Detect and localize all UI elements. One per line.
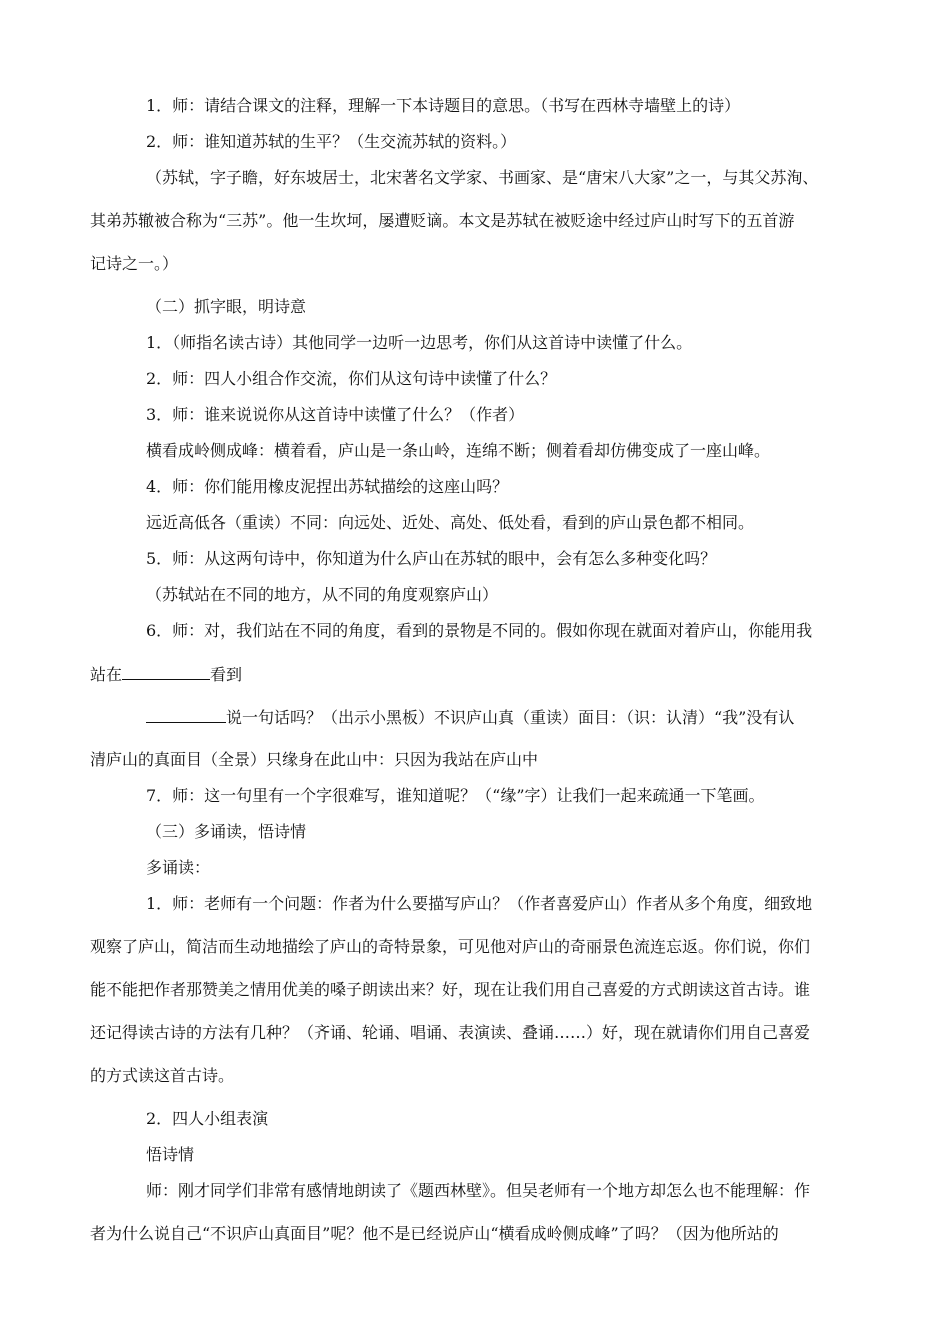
- paragraph-line: 2．师：四人小组合作交流，你们从这句诗中读懂了什么？: [146, 369, 557, 388]
- paragraph-line: 能不能把作者那赞美之情用优美的嗓子朗读出来？好，现在让我们用自己喜爱的方式朗读这首古诗。谁: [90, 980, 811, 999]
- paragraph-line: 1．（师指名读古诗）其他同学一边听一边思考，你们从这首诗中读懂了什么。: [146, 333, 693, 352]
- paragraph-line: 其弟苏辙被合称为“三苏”。他一生坎坷，屡遭贬谪。本文是苏轼在被贬途中经过庐山时写下的五首游: [90, 211, 795, 230]
- fill-in-line: [90, 707, 860, 727]
- paragraph-line: 2．四人小组表演: [146, 1109, 269, 1128]
- paragraph-line: 师：刚才同学们非常有感情地朗读了《题西林壁》。但吴老师有一个地方却怎么也不能理解：作: [146, 1181, 811, 1200]
- paragraph-line: 清庐山的真面目（全景）只缘身在此山中：只因为我站在庐山中: [90, 750, 539, 769]
- paragraph-line: 6．师：对，我们站在不同的角度，看到的景物是不同的。假如你现在就面对着庐山，你能用我: [146, 621, 813, 640]
- paragraph-line: 4．师：你们能用橡皮泥捏出苏轼描绘的这座山吗？: [146, 477, 509, 496]
- paragraph-line: 1．师：老师有一个问题：作者为什么要描写庐山？（作者喜爱庐山）作者从多个角度，细致地: [146, 894, 813, 913]
- paragraph-line: 2．师：谁知道苏轼的生平？（生交流苏轼的资料。）: [146, 132, 517, 151]
- fill-in-blank: [122, 664, 210, 680]
- fill-in-blank: [146, 707, 226, 723]
- paragraph-line: 还记得读古诗的方法有几种？（齐诵、轮诵、唱诵、表演读、叠诵……）好，现在就请你们用自己喜爱: [90, 1023, 811, 1042]
- fill-suffix: 说一句话吗？（出示小黑板）不识庐山真（重读）面目：（识：认清）“我”没有认: [226, 708, 795, 727]
- fill-in-line: [90, 664, 860, 684]
- paragraph-line: 1．师：请结合课文的注释，理解一下本诗题目的意思。（书写在西林寺墙壁上的诗）: [146, 96, 741, 115]
- paragraph-line: 5．师：从这两句诗中，你知道为什么庐山在苏轼的眼中，会有怎么多种变化吗？: [146, 549, 717, 568]
- document-body: [90, 96, 860, 1244]
- paragraph-line: （苏轼站在不同的地方，从不同的角度观察庐山）: [146, 585, 499, 604]
- fill-prefix: 站在: [90, 665, 123, 684]
- paragraph-line: 观察了庐山，简洁而生动地描绘了庐山的奇特景象，可见他对庐山的奇丽景色流连忘返。你们说，你们: [90, 937, 811, 956]
- paragraph-line: 横看成岭侧成峰：横着看，庐山是一条山岭，连绵不断；侧着看却仿佛变成了一座山峰。: [146, 441, 771, 460]
- paragraph-line: （苏轼，字子瞻，好东坡居士，北宋著名文学家、书画家、是“唐宋八大家”之一，与其父苏洵、: [146, 168, 819, 187]
- section-heading: （二）抓字眼，明诗意: [146, 297, 307, 316]
- paragraph-line: 远近高低各（重读）不同：向远处、近处、高处、低处看，看到的庐山景色都不相同。: [146, 513, 755, 532]
- paragraph-line: 的方式读这首古诗。: [90, 1066, 235, 1085]
- section-heading: （三）多诵读，悟诗情: [146, 822, 307, 841]
- paragraph-line: 7．师：这一句里有一个字很难写，谁知道呢？（“缘”字）让我们一起来疏通一下笔画。: [146, 786, 765, 805]
- paragraph-line: 3．师：谁来说说你从这首诗中读懂了什么？（作者）: [146, 405, 525, 424]
- fill-suffix: 看到: [210, 665, 243, 684]
- subheading: 多诵读：: [146, 858, 211, 877]
- subheading: 悟诗情: [146, 1145, 195, 1164]
- paragraph-line: 记诗之一。）: [90, 254, 179, 273]
- paragraph-line: 者为什么说自己“不识庐山真面目”呢？他不是已经说庐山“横看成岭侧成峰”了吗？（因为他所站的: [90, 1224, 779, 1243]
